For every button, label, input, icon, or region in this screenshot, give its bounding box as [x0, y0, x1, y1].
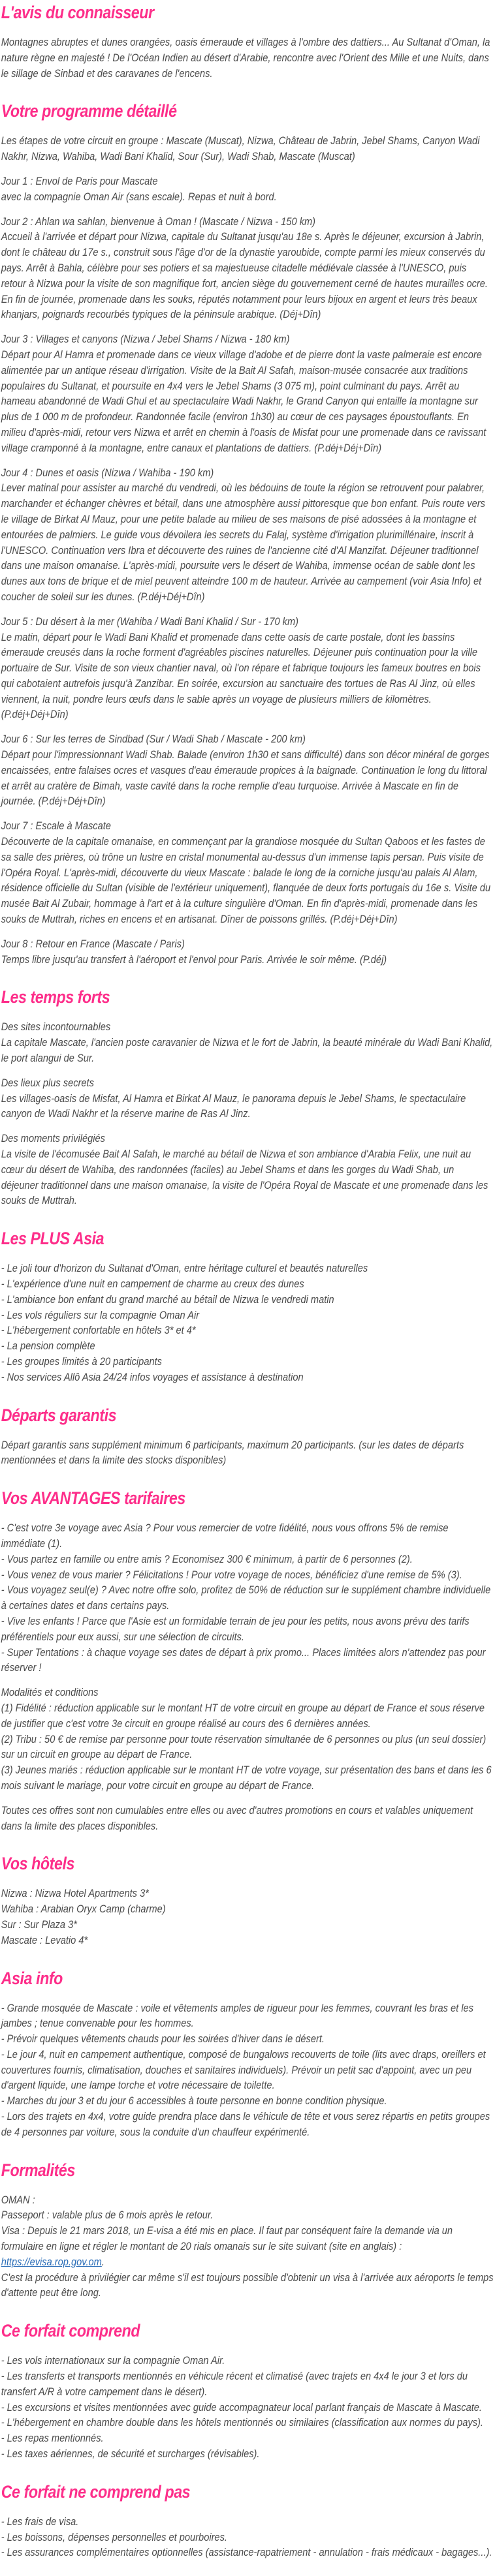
line-item: (3) Jeunes mariés : réduction applicable sur le montant HT de votre voyage, sur présentation des bans et dans les 6 mois suivant le mariage, pour votre circuit en groupe au départ de France. [1, 1764, 492, 1792]
paragraph: Départ garantis sans supplément minimum 6 participants, maximum 20 participants. (sur les dates de départs mentionnées et dans la limite des stocks disponibles) [1, 1438, 464, 1467]
paragraph-text: avec la compagnie Oman Air (sans escale). Repas et nuit à bord. [1, 190, 277, 203]
paragraph-title: Jour 5 : Du désert à la mer (Wahiba / Wadi Bani Khalid / Sur - 170 km) [1, 615, 299, 628]
paragraph-title: Des moments privilégiés [1, 1132, 105, 1145]
section-forfait-comprend [1, 2320, 494, 2462]
line-list [1, 2353, 494, 2462]
line-item: Sur : Sur Plaza 3* [1, 1918, 77, 1931]
paragraph-text: Temps libre jusqu'au transfert à l'aéroport et l'envol pour Paris. Arrivée le soir même. (P.déj) [1, 953, 387, 966]
paragraph-text: Découverte de la capitale omanaise, en commençant par la grandiose mosquée du Sultan Qaboos et les fastes de sa salle des prières, où trône un lustre en cristal monumental au-dessus d'un immense tapis persan. Puis visite de l'Opéra Royal. L'après-midi, découverte du vieux Mascate : balade le long de la corniche jusqu'au palais Al Alam, résidence officielle du Sultan (visible de l'extérieur uniquement), flanquée de deux forts portugais du 16e s. Visite du musée Bait Al Zubair, hommage à l'art et à la culture singulière d'Oman. En fin d'après-midi, promenade dans les souks de Muttrah, riches en encens et en artisanat. Dîner de poissons grillés. (P.déj+Déj+Dîn) [1, 835, 491, 926]
line-item: - L'ambiance bon enfant du grand marché au bétail de Nizwa le vendredi matin [1, 1293, 334, 1306]
line-item: - Les taxes aériennes, de sécurité et surcharges (révisables). [1, 2447, 260, 2461]
paragraph-title: Jour 8 : Retour en France (Mascate / Paris) [1, 937, 185, 950]
evisa-link[interactable]: https://evisa.rop.gov.om [1, 2255, 102, 2268]
section-heading: Les PLUS Asia [1, 1229, 104, 1249]
line-item: - Les frais de visa. [1, 2515, 79, 2528]
section-temps-forts [1, 987, 494, 1208]
line-item: Passeport : valable plus de 6 mois après le retour. [1, 2209, 214, 2222]
line-item: - Prévoir quelques vêtements chauds pour les soirées d'hiver dans le désert. [1, 2032, 325, 2046]
line-text: . [101, 2255, 104, 2268]
paragraph-title: Jour 3 : Villages et canyons (Nizwa / Jebel Shams / Nizwa - 180 km) [1, 333, 290, 346]
section-avantages-tarifaires [1, 1488, 494, 1833]
section-heading: Formalités [1, 2160, 75, 2180]
line-item: - Les assurances complémentaires optionnelles (assistance-rapatriement - annulation - frais médicaux - bagages...). [1, 2546, 492, 2559]
section-vos-hotels [1, 1853, 494, 1948]
line-list [1, 1886, 494, 1948]
line-item: - Super Tentations : à chaque voyage ses dates de départ à prix promo... Places limitées alors n'attendez pas pour réserver ! [1, 1646, 486, 1674]
section-avis-du-connaisseur [1, 2, 494, 81]
line-list [1, 1261, 494, 1385]
line-item: - Marches du jour 3 et du jour 6 accessibles à toute personne en bonne condition physique. [1, 2094, 387, 2108]
line-item: - Les excursions et visites mentionnées avec guide accompagnateur local parlant français de Mascate à Mascate. [1, 2400, 482, 2414]
line-item: Wahiba : Arabian Oryx Camp (charme) [1, 1903, 166, 1916]
line-item: - Vous partez en famille ou entre amis ? Economisez 300 € minimum, à partir de 6 personnes (2). [1, 1552, 413, 1565]
line-list [1, 1685, 494, 1794]
section-heading: Votre programme détaillé [1, 101, 177, 121]
section-heading: Départs garantis [1, 1405, 117, 1425]
titled-paragraph [1, 936, 494, 968]
line-item: - Vous voyagez seul(e) ? Avec notre offre solo, profitez de 50% de réduction sur le supplément chambre individuelle à certaines dates et dans certains pays. [1, 1584, 491, 1612]
paragraph-title: Jour 2 : Ahlan wa sahlan, bienvenue à Oman ! (Mascate / Nizwa - 150 km) [1, 215, 316, 228]
paragraph-title: Jour 4 : Dunes et oasis (Nizwa / Wahiba - 190 km) [1, 466, 214, 479]
line-item [1, 2223, 494, 2269]
paragraph-title: Des lieux plus secrets [1, 1076, 94, 1089]
paragraph-text: Le matin, départ pour le Wadi Bani Khalid et promenade dans cette oasis de carte postale, dont les bassins émeraude creusés dans la roche forment d'agréables piscines naturelles. Déjeuner puis continuation pour la ville portuaire de Sur. Visite de son vieux chantier naval, où l'on répare et fabrique toujours les fameux boutres en bois qui cabotaient autrefois jusqu'à Zanzibar. En soirée, excursion au sanctuaire des tortues de Ras Al Jinz, où elles viennent, la nuit, pondre leurs œufs dans le sable après un voyage de plusieurs milliers de kilomètres. (P.déj+Déj+Dîn) [1, 630, 481, 721]
line-item: - Les groupes limités à 20 participants [1, 1355, 162, 1368]
titled-paragraph [1, 1075, 494, 1122]
titled-paragraph [1, 614, 494, 723]
section-heading: Ce forfait ne comprend pas [1, 2481, 191, 2502]
line-item: - Le joli tour d'horizon du Sultanat d'Oman, entre héritage culturel et beautés naturelles [1, 1262, 368, 1275]
paragraph-text: Départ pour l'impressionnant Wadi Shab. Balade (environ 1h30 et sans difficulté) dans son décor minéral de gorges encaissées, entre falaises ocres et vasques d'eau émeraude propices à la baignade. Continuation le long du littoral et arrêt au cratère de Bimah, vaste cavité dans la roche remplie d'eau turquoise. Arrivée à Mascate en fin de journée. (P.déj+Déj+Dîn) [1, 748, 490, 808]
section-heading: Les temps forts [1, 987, 110, 1007]
titled-paragraph [1, 465, 494, 605]
titled-paragraph [1, 174, 494, 205]
line-item: - Vive les enfants ! Parce que l'Asie est un formidable terrain de jeu pour les petits, nous avons prévu des tarifs préférentiels pour eux aussi, sur une sélection de circuits. [1, 1614, 470, 1643]
titled-paragraph [1, 331, 494, 455]
paragraph-title: Jour 6 : Sur les terres de Sindbad (Sur / Wadi Shab / Mascate - 200 km) [1, 733, 306, 746]
titled-paragraph [1, 214, 494, 323]
section-forfait-ne-comprend-pas [1, 2481, 494, 2560]
line-item: - Vous venez de vous marier ? Félicitations ! Pour votre voyage de noces, bénéficiez d'une remise de 5% (3). [1, 1568, 462, 1581]
section-plus-asia [1, 1228, 494, 1385]
paragraph-title: Jour 1 : Envol de Paris pour Mascate [1, 174, 158, 187]
line-item: - Les transferts et transports mentionnés en véhicule récent et climatisé (avec trajets en 4x4 le jour 3 et lors du transfert A/R à votre campement dans le désert). [1, 2370, 468, 2398]
section-heading: Ce forfait comprend [1, 2321, 140, 2341]
section-heading: Vos hôtels [1, 1854, 74, 1874]
paragraph-text: La visite de l'écomusée Bait Al Safah, le marché au bétail de Nizwa et son ambiance d'Arabia Felix, une nuit au cœur du désert de Wahiba, des randonnées (faciles) au Jebel Shams et dans les gorges du Wadi Shab, un déjeuner traditionnel dans une maison omanaise, la visite de l'Opéra Royal de Mascate et une promenade dans les souks de Muttrah. [1, 1148, 488, 1207]
line-item: - Les repas mentionnés. [1, 2432, 104, 2445]
line-item: - Grande mosquée de Mascate : voile et vêtements amples de rigueur pour les femmes, couvrant les bras et les jambes ; tenue convenable pour les hommes. [1, 2001, 473, 2030]
paragraph-title: Des sites incontournables [1, 1020, 111, 1034]
line-item: Nizwa : Nizwa Hotel Apartments 3* [1, 1887, 149, 1900]
section-departs-garantis [1, 1405, 494, 1469]
line-item: - Les boissons, dépenses personnelles et pourboires. [1, 2530, 227, 2543]
line-item: - Les vols internationaux sur la compagnie Oman Air. [1, 2354, 225, 2367]
line-item: Mascate : Levatio 4* [1, 1933, 88, 1946]
paragraph: Les étapes de votre circuit en groupe : Mascate (Muscat), Nizwa, Château de Jabrin, Jebel Shams, Canyon Wadi Nakhr, Nizwa, Wahiba, Wadi Bani Khalid, Sour (Sur), Wadi Shab, Mascate (Muscat) [1, 134, 480, 163]
line-item: - Nos services Allô Asia 24/24 infos voyages et assistance à destination [1, 1370, 304, 1383]
line-text: Visa : Depuis le 21 mars 2018, un E-visa a été mis en place. Il faut par conséquent faire la demande via un formulaire en ligne et régler le montant de 20 rials omanais sur le site suivant (site en anglais) : [1, 2224, 453, 2253]
section-programme-detaille [1, 100, 494, 967]
section-formalites [1, 2160, 494, 2301]
paragraph-text: Lever matinal pour assister au marché du vendredi, où les bédouins de toute la région se retrouvent pour palabrer, marchander et échanger chèvres et bétail, dans une atmosphère aussi pittoresque que bon enfant. Puis route vers le village de Birkat Al Mauz, pour une petite balade au milieu de ses maisons de pisé adossées à la montagne et entourées de palmiers. Le guide vous dévoilera les secrets du Falaj, système d'irrigation plurimillénaire, inscrit à l'UNESCO. Continuation vers Ibra et découverte des ruines de l'ancienne cité d'Al Manzifat. Déjeuner traditionnel dans une maison omanaise. L'après-midi, poursuite vers le désert de Wahiba, immense océan de sable dont les dunes aux tons de brique et de miel peuvent atteindre 100 m de hauteur. Arrivée au campement (voir Asia Info) et coucher de soleil sur les dunes. (P.déj+Déj+Dîn) [1, 482, 485, 603]
line-item: - Le jour 4, nuit en campement authentique, composé de bungalows recouverts de toile (lits avec draps, oreillers et couvertures fournis, climatisation, douches et sanitaires individuels). Prévoir un petit sac d'appoint, avec un peu d'argent liquide, une lampe torche et votre nécessaire de toilette. [1, 2047, 486, 2092]
line-list [1, 2192, 494, 2301]
line-item: - Les vols réguliers sur la compagnie Oman Air [1, 1308, 200, 1321]
paragraph: Montagnes abruptes et dunes orangées, oasis émeraude et villages à l'ombre des dattiers... Au Sultanat d'Oman, la nature règne en majesté ! De l'Océan Indien au désert d'Arabie, rencontre avec l'Orient des Mille et une Nuits, dans le sillage de Sinbad et des caravanes de l'encens. [1, 36, 490, 80]
titled-paragraph [1, 1131, 494, 1208]
line-item: OMAN : [1, 2193, 35, 2206]
line-list [1, 2514, 494, 2560]
paragraph-text: Les villages-oasis de Misfat, Al Hamra et Birkat Al Mauz, le panorama depuis le Jebel Shams, le spectaculaire canyon de Wadi Nakhr et la réserve marine de Ras Al Jinz. [1, 1092, 466, 1120]
line-item: - Lors des trajets en 4x4, votre guide prendra place dans le véhicule de tête et vous serez répartis en petits groupes de 4 personnes par voiture, sous la conduite d'un chauffeur expérimenté. [1, 2110, 490, 2138]
line-item: - L'expérience d'une nuit en campement de charme au creux des dunes [1, 1278, 304, 1290]
paragraph-text: La capitale Mascate, l'ancien poste caravanier de Nizwa et le fort de Jabrin, la beauté minérale du Wadi Bani Khalid, le port alangui de Sur. [1, 1036, 493, 1065]
titled-paragraph [1, 1019, 494, 1066]
paragraph-title: Jour 7 : Escale à Mascate [1, 820, 111, 833]
line-item: - L'hébergement confortable en hôtels 3* et 4* [1, 1324, 196, 1337]
line-item: (2) Tribu : 50 € de remise par personne pour toute réservation simultanée de 6 personnes ou plus (un seul dossier) sur un circuit en groupe au départ de France. [1, 1732, 487, 1761]
section-heading: Vos AVANTAGES tarifaires [1, 1488, 185, 1509]
section-heading: Asia info [1, 1968, 63, 1988]
line-item: C'est la procédure à privilégier car même s'il est toujours possible d'obtenir un visa à l'arrivée aux aéroports le temps d'attente peut être long. [1, 2271, 494, 2299]
paragraph-text: Départ pour Al Hamra et promenade dans ce vieux village d'adobe et de pierre dont la vaste palmeraie est encore alimentée par un antique réseau d'irrigation. Visite de la Bait Al Safah, maison-musée consacrée aux traditions populaires du Sultanat, et poursuite en 4x4 vers le Jebel Shams (3 075 m), point culminant du pays. Arrêt au hameau abandonné de Wadi Ghul et au spectaculaire Wadi Nakhr, le Grand Canyon qui entaille la montagne sur plus de 1 000 m de profondeur. Randonnée facile (environ 1h30) au cœur de ces paysages époustouflants. En milieu d'après-midi, retour vers Nizwa et arrêt en chemin à l'oasis de Misfat pour une promenade dans ce ravissant village cramponné à la montagne, entre canaux et plantations de dattiers. (P.déj+Déj+Dîn) [1, 348, 487, 454]
titled-paragraph [1, 818, 494, 927]
line-item: - La pension complète [1, 1340, 95, 1353]
paragraph-text: Accueil à l'arrivée et départ pour Nizwa, capitale du Sultanat jusqu'au 18e s. Après le déjeuner, excursion à Jabrin, dont le château du 17e s., construit sous l'âge d'or de la dynastie yaroubide, compte parmi les mieux conservés du pays. Arrêt à Bahla, célèbre pour ses potiers et sa majestueuse citadelle médiévale classée à l'UNESCO, puis retour à Nizwa pour la visite de son magnifique fort, ancien siège du gouvernement cerné de hautes murailles ocre. En fin de journée, promenade dans les souks, réputés notamment pour leurs bijoux en argent et leurs très beaux khanjars, poignards recourbés typiques de la péninsule arabique. (Déj+Dîn) [1, 230, 488, 321]
line-list [1, 2001, 494, 2140]
paragraph: Toutes ces offres sont non cumulables entre elles ou avec d'autres promotions en cours et valables uniquement dans la limite des places disponibles. [1, 1803, 473, 1832]
line-item: (1) Fidélité : réduction applicable sur le montant HT de votre circuit en groupe au départ de France et sous réserve de justifier que c'est votre 3e circuit en groupe réalisé au cours des 6 dernières années. [1, 1701, 485, 1730]
section-asia-info [1, 1968, 494, 2140]
line-list [1, 1520, 494, 1676]
line-item: - C'est votre 3e voyage avec Asia ? Pour vous remercier de votre fidélité, nous vous offrons 5% de remise immédiate (1). [1, 1522, 449, 1550]
line-item: - L'hébergement en chambre double dans les hôtels mentionnés ou similaires (classification aux normes du pays). [1, 2416, 483, 2429]
titled-paragraph [1, 731, 494, 809]
line-item: Modalités et conditions [1, 1686, 99, 1699]
section-heading: L'avis du connaisseur [1, 3, 154, 22]
